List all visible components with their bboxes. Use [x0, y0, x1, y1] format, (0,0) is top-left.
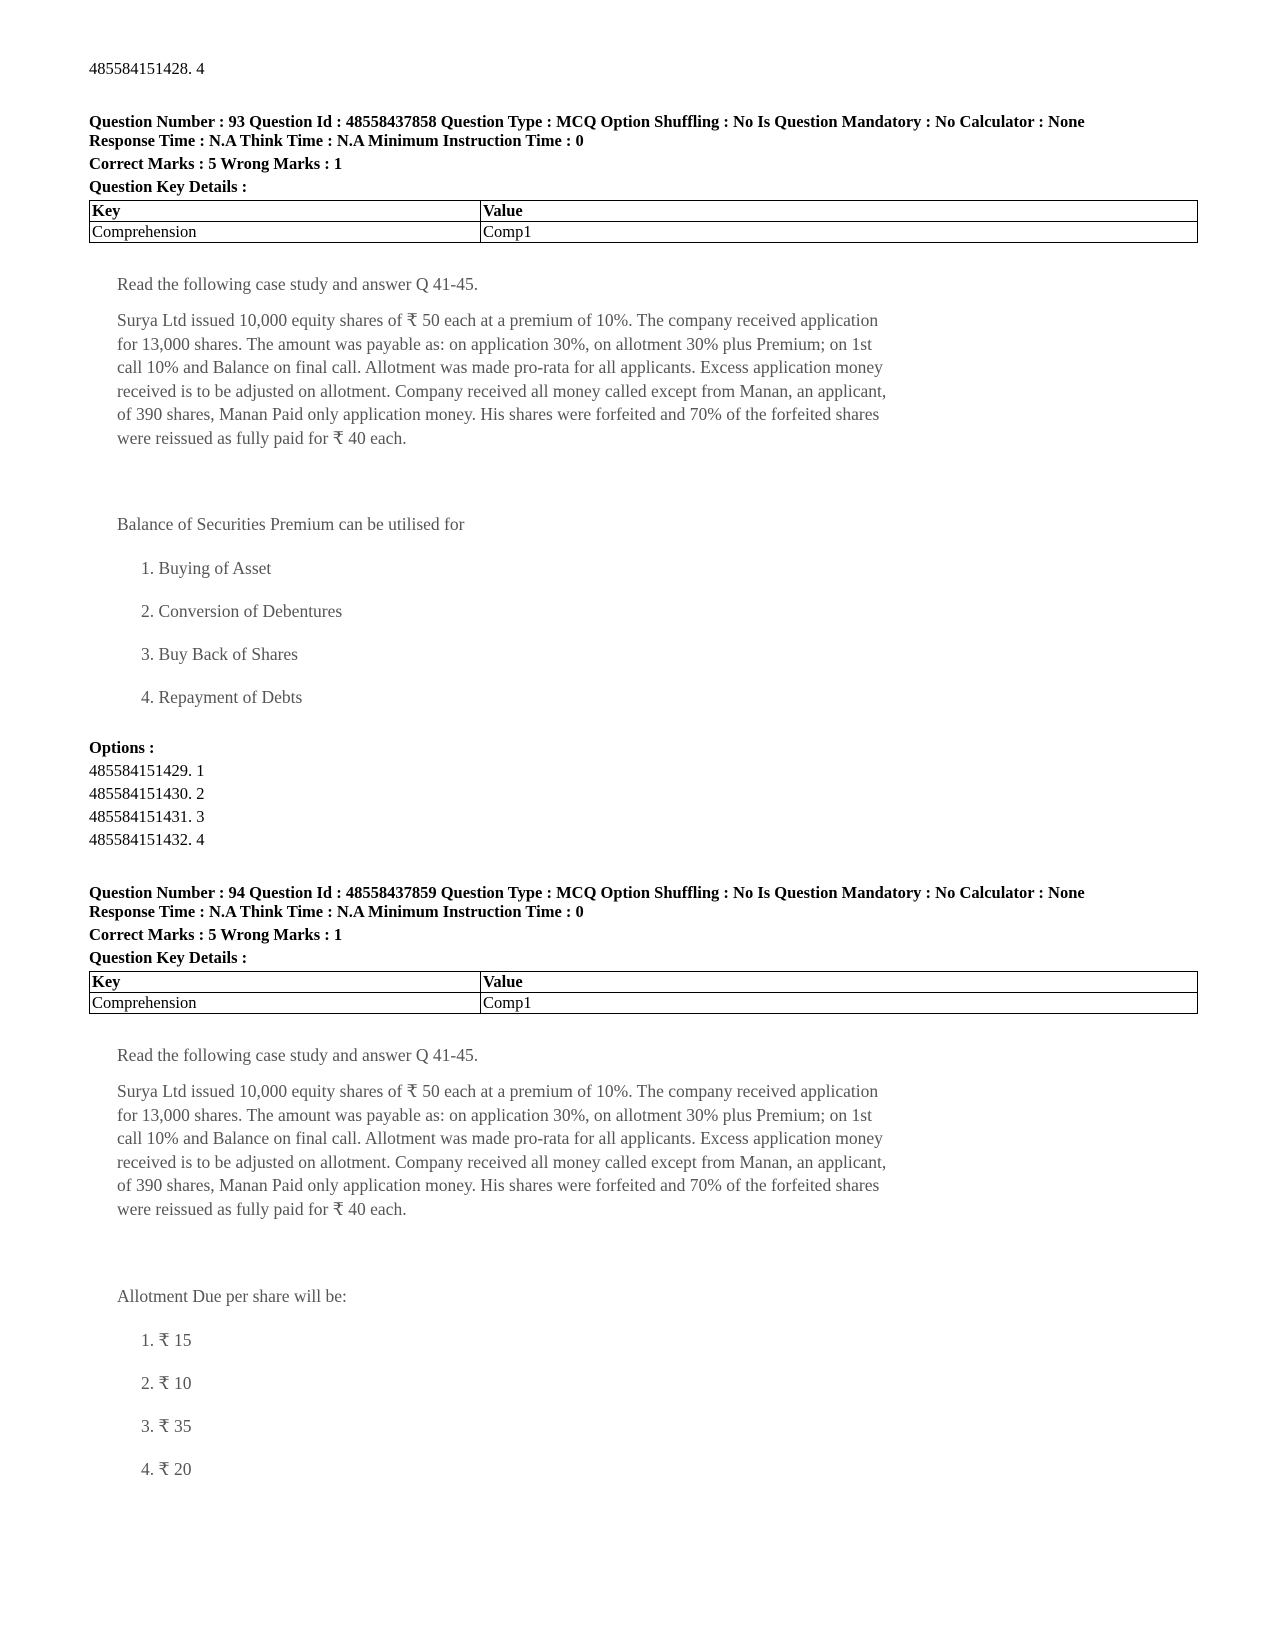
q94-question-image — [117, 1285, 347, 1480]
choice-item: 3. ₹ 35 — [141, 1416, 192, 1436]
q94-meta-line-2: Response Time : N.A Think Time : N.A Minimum Instruction Time : 0 — [89, 902, 584, 921]
choice-list — [117, 1329, 347, 1480]
paragraph-line: were reissued as fully paid for ₹ 40 each. — [117, 427, 407, 448]
previous-option-line: 485584151428. 4 — [89, 59, 205, 78]
option-id-line: 485584151430. 2 — [89, 784, 205, 803]
paragraph-line: received is to be adjusted on allotment. Company received all money called except from Manan, an applicant, — [117, 380, 887, 401]
q93-question-image — [117, 513, 464, 708]
q93-options-label: Options : — [89, 738, 155, 757]
q94-key-details-table — [89, 971, 1198, 1014]
case-study-paragraph — [117, 309, 997, 450]
q93-key-details-label: Question Key Details : — [89, 177, 248, 196]
table-row — [90, 993, 1198, 1014]
value-header: Value — [481, 972, 1198, 993]
value-header: Value — [481, 201, 1198, 222]
choice-item: 2. Conversion of Debentures — [141, 601, 343, 621]
value-cell: Comp1 — [481, 222, 1198, 243]
paragraph-line: Surya Ltd issued 10,000 equity shares of ₹ 50 each at a premium of 10%. The company received application — [117, 1081, 879, 1101]
key-cell: Comprehension — [90, 222, 481, 243]
table-row — [90, 222, 1198, 243]
q94-key-details-label: Question Key Details : — [89, 948, 248, 967]
case-study-paragraph — [117, 1080, 997, 1221]
paragraph-line: were reissued as fully paid for ₹ 40 each. — [117, 1198, 407, 1219]
option-id-line: 485584151429. 1 — [89, 761, 205, 780]
paragraph-line: call 10% and Balance on final call. Allotment was made pro-rata for all applicants. Excess application money — [117, 357, 883, 377]
q93-meta-line-1: Question Number : 93 Question Id : 48558437858 Question Type : MCQ Option Shuffling : No Is Question Mandatory : No Calculator : None — [89, 112, 1085, 131]
value-cell: Comp1 — [481, 993, 1198, 1014]
question-stem: Allotment Due per share will be: — [117, 1286, 347, 1306]
q93-key-details-table — [89, 200, 1198, 243]
paragraph-line: Surya Ltd issued 10,000 equity shares of ₹ 50 each at a premium of 10%. The company received application — [117, 310, 879, 330]
paragraph-line: for 13,000 shares. The amount was payable as: on application 30%, on allotment 30% plus Premium; on 1st — [117, 333, 872, 354]
choice-item: 4. Repayment of Debts — [141, 687, 303, 707]
paragraph-line: call 10% and Balance on final call. Allotment was made pro-rata for all applicants. Excess application money — [117, 1128, 883, 1148]
q93-case-study-image — [117, 273, 997, 450]
key-cell: Comprehension — [90, 993, 481, 1014]
table-header-row — [90, 972, 1198, 993]
q93-meta-line-2: Response Time : N.A Think Time : N.A Minimum Instruction Time : 0 — [89, 131, 584, 150]
question-stem: Balance of Securities Premium can be utilised for — [117, 514, 465, 534]
q93-marks: Correct Marks : 5 Wrong Marks : 1 — [89, 154, 343, 173]
choice-item: 3. Buy Back of Shares — [141, 644, 298, 664]
choice-item: 1. Buying of Asset — [141, 558, 272, 578]
q94-meta-line-1: Question Number : 94 Question Id : 48558437859 Question Type : MCQ Option Shuffling : No Is Question Mandatory : No Calculator : None — [89, 883, 1085, 902]
q94-marks: Correct Marks : 5 Wrong Marks : 1 — [89, 925, 343, 944]
case-study-intro: Read the following case study and answer Q 41-45. — [117, 1045, 479, 1065]
option-id-line: 485584151431. 3 — [89, 807, 205, 826]
paragraph-line: of 390 shares, Manan Paid only application money. His shares were forfeited and 70% of the forfeited shares — [117, 404, 880, 424]
paragraph-line: for 13,000 shares. The amount was payable as: on application 30%, on allotment 30% plus Premium; on 1st — [117, 1104, 872, 1125]
choice-item: 2. ₹ 10 — [141, 1373, 192, 1393]
key-header: Key — [90, 972, 481, 993]
choice-list — [117, 557, 464, 708]
key-header: Key — [90, 201, 481, 222]
choice-item: 1. ₹ 15 — [141, 1330, 192, 1350]
table-header-row — [90, 201, 1198, 222]
paragraph-line: of 390 shares, Manan Paid only application money. His shares were forfeited and 70% of the forfeited shares — [117, 1175, 880, 1195]
q94-case-study-image — [117, 1044, 997, 1221]
paragraph-line: received is to be adjusted on allotment. Company received all money called except from Manan, an applicant, — [117, 1151, 887, 1172]
choice-item: 4. ₹ 20 — [141, 1459, 192, 1479]
case-study-intro: Read the following case study and answer Q 41-45. — [117, 274, 479, 294]
option-id-line: 485584151432. 4 — [89, 830, 205, 849]
